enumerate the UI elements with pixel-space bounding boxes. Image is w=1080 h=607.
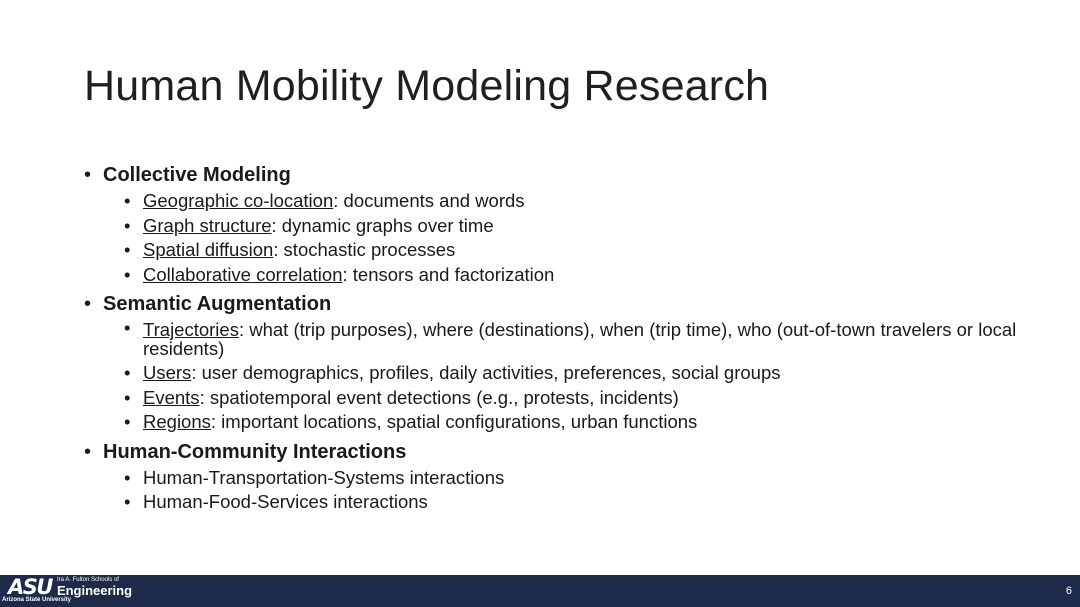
item-text: : spatiotemporal event detections (e.g., protests, incidents) <box>199 386 679 408</box>
slide-title: Human Mobility Modeling Research <box>84 62 770 110</box>
list-item: • Human-Transportation-Systems interactions <box>84 466 1044 491</box>
list-item <box>84 361 1044 386</box>
list-item <box>84 238 1044 263</box>
section-heading: • Collective Modeling <box>84 162 1044 189</box>
item-text: : important locations, spatial configurations, urban functions <box>210 411 698 432</box>
item-text: : stochastic processes <box>273 239 456 260</box>
item-term: Users <box>143 362 192 383</box>
logo-name: Engineering <box>56 583 133 598</box>
section-human-community-interactions <box>84 439 1044 515</box>
logo-mark: ASU <box>8 575 52 599</box>
section-heading: • Human-Community Interactions <box>84 439 1044 466</box>
item-term: Graph structure <box>143 214 272 236</box>
item-term: Spatial diffusion <box>143 239 274 260</box>
item-term: Regions <box>143 411 211 432</box>
bullet-list <box>84 160 1044 519</box>
item-text: : documents and words <box>333 190 525 211</box>
list-item <box>84 386 1044 411</box>
logo-school: Ira A. Fulton Schools of <box>56 577 119 583</box>
list-item <box>84 189 1044 214</box>
list-item <box>84 263 1044 288</box>
item-term: Trajectories <box>143 319 239 340</box>
list-item <box>84 318 1044 361</box>
footer-bar <box>0 575 1080 607</box>
logo-text <box>57 577 132 597</box>
section-semantic-augmentation <box>84 291 1044 435</box>
section-heading: • Semantic Augmentation <box>84 291 1044 318</box>
list-item: • Human-Food-Services interactions <box>84 490 1044 515</box>
item-term: Collaborative correlation <box>143 263 343 285</box>
page-number: 6 <box>1065 585 1072 597</box>
item-text: : tensors and factorization <box>342 263 555 285</box>
item-text: : user demographics, profiles, daily activities, preferences, social groups <box>191 362 781 383</box>
item-term: Geographic co-location <box>143 190 334 211</box>
item-text: : dynamic graphs over time <box>271 214 494 236</box>
item-term: Events <box>143 386 200 408</box>
logo-university: Arizona State University <box>2 597 72 603</box>
item-text: : what (trip purposes), where (destinations), when (trip time), who (out-of-town travelers or local residents) <box>143 319 1017 359</box>
list-item <box>84 410 1044 435</box>
list-item <box>84 214 1044 239</box>
section-collective-modeling <box>84 162 1044 287</box>
